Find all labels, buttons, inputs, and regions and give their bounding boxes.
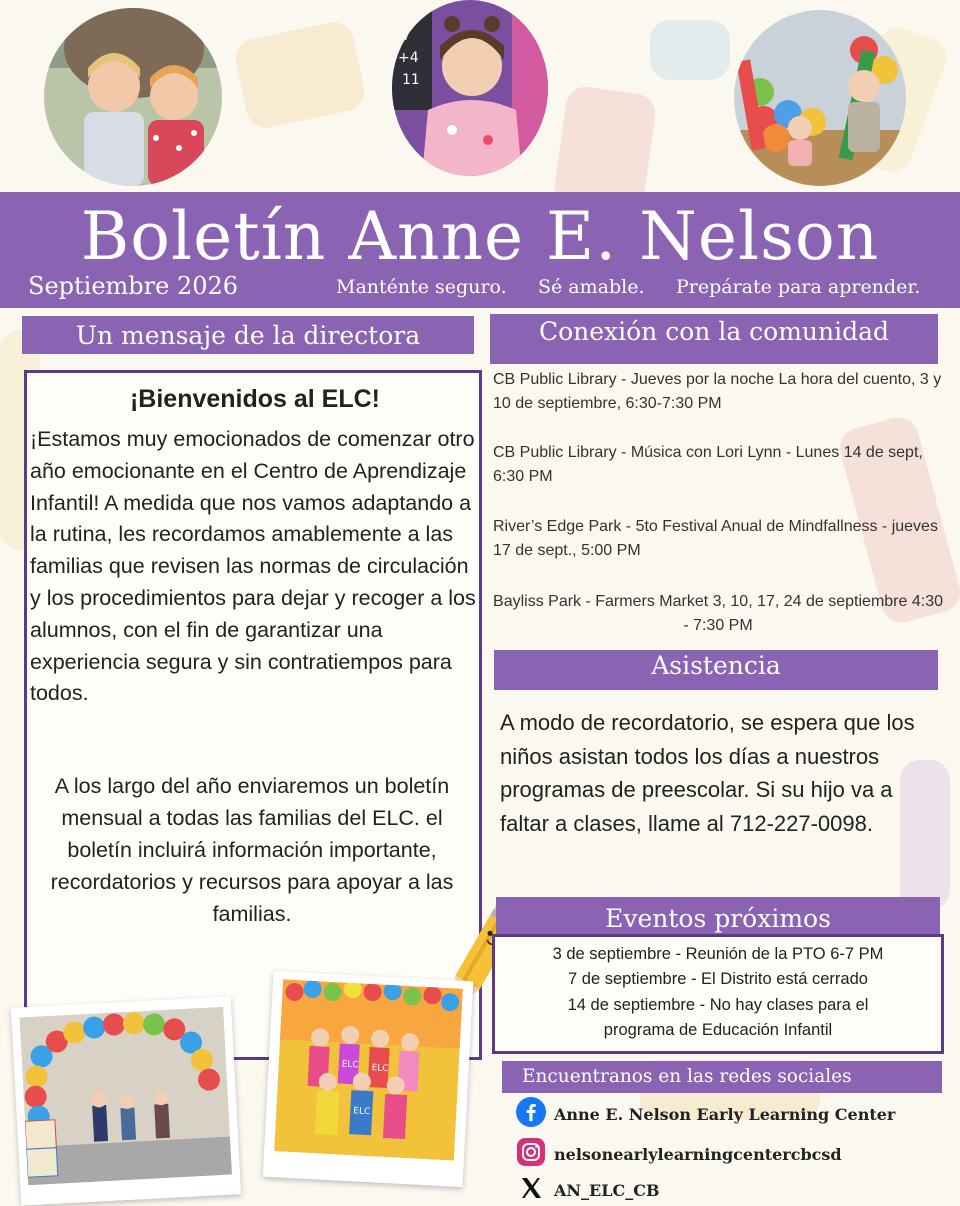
facebook-icon: [516, 1097, 546, 1131]
shirt-text: ELC: [353, 1106, 371, 1118]
svg-text:7: 7: [402, 28, 411, 44]
svg-text:+4: +4: [398, 50, 419, 66]
motto-safe: Manténte seguro.: [336, 276, 507, 298]
shirt-text: ELC: [371, 1063, 389, 1075]
community-item: River’s Edge Park - 5to Festival Anual de Mindfallness - jueves 17 de sept., 5:00 PM: [493, 518, 938, 559]
newsletter-title: Boletín Anne E. Nelson: [80, 198, 880, 275]
attendance-heading: Asistencia: [494, 650, 938, 690]
instagram-label: nelsonearlylearningcentercbcsd: [554, 1144, 842, 1164]
event-line: 7 de septiembre - El Distrito está cerrado: [568, 970, 868, 988]
attendance-text: A modo de recordatorio, se espera que los niños asistan todos los días a nuestros programas de preescolar. Si su hijo va a faltar a clases, llame al 712-227-0098.: [500, 710, 915, 836]
community-item: CB Public Library - Música con Lori Lynn - Lunes 14 de sept, 6:30 PM: [493, 444, 923, 485]
shirt-text: ELC: [341, 1059, 359, 1071]
community-item: CB Public Library - Jueves por la noche La hora del cuento, 3 y 10 de septiembre, 6:30-7:30 PM: [493, 371, 942, 412]
welcome-heading: ¡Bienvenidos al ELC!: [129, 385, 381, 413]
director-paragraph-1: ¡Estamos muy emocionados de comenzar otro año emocionante en el Centro de Aprendizaje Infantil! A medida que nos vamos adaptando a la rutina, les recordamos amablemente a las familias que revisen las normas de circulación y los procedimientos para dejar y recoger a los alumnos, con el fin de garantizar una experiencia segura y sin contratiempos para todos.: [30, 427, 476, 706]
photo-toddler: [392, 0, 548, 176]
director-heading: Un mensaje de la directora: [22, 316, 474, 354]
event-line: 3 de septiembre - Reunión de la PTO 6-7 PM: [552, 945, 884, 963]
director-paragraph-2: A los largo del año enviaremos un boletín mensual a todas las familias del ELC. el boletín incluirá información importante, recordatorios y recursos para apoyar a las familias.: [50, 774, 454, 926]
x-label: AN_ELC_CB: [554, 1180, 660, 1200]
photo-staff-group: [263, 971, 474, 1187]
social-heading: Encuentranos en las redes sociales: [502, 1061, 942, 1093]
instagram-link[interactable]: [516, 1137, 842, 1171]
photo-two-girls: [44, 8, 222, 186]
facebook-link[interactable]: [516, 1097, 895, 1131]
instagram-icon: [516, 1137, 546, 1171]
event-line: programa de Educación Infantil: [603, 1021, 833, 1039]
facebook-label: Anne E. Nelson Early Learning Center: [554, 1104, 896, 1124]
event-line: 14 de septiembre - No hay clases para el: [567, 996, 869, 1014]
community-heading: Conexión con la comunidad: [490, 314, 938, 364]
photo-balloon-room: [734, 10, 906, 186]
svg-text:11: 11: [402, 72, 420, 88]
photo-balloon-arch: [11, 996, 241, 1205]
community-item: Bayliss Park - Farmers Market 3, 10, 17, 24 de septiembre 4:30 - 7:30 PM: [493, 593, 943, 634]
events-heading: Eventos próximos: [496, 897, 940, 941]
motto-learn: Prepárate para aprender.: [676, 276, 921, 298]
motto-kind: Sé amable.: [538, 276, 645, 298]
newsletter-date: Septiembre 2026: [28, 272, 239, 300]
